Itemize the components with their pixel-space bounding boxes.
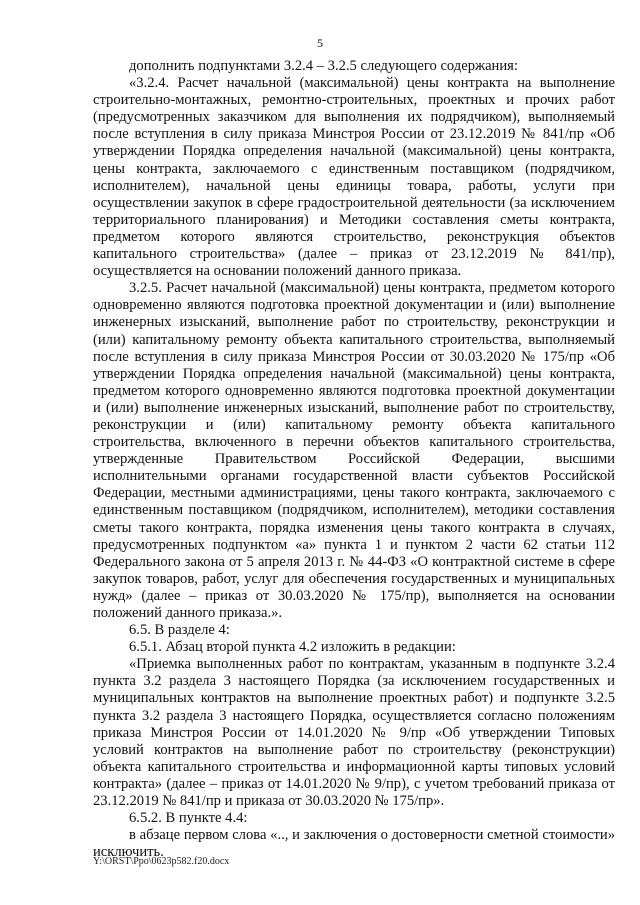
paragraph: 6.5.2. В пункте 4.4:	[129, 810, 248, 827]
paragraph: в абзаце первом слова «.., и заключения о достоверности сметной стоимости» исключить.	[93, 827, 615, 861]
paragraph: дополнить подпунктами 3.2.4 – 3.2.5 следующего содержания:	[129, 58, 518, 74]
paragraph: 3.2.5. Расчет начальной (максимальной) цены контракта, предметом которого одновременно являются подготовка проектной документации и (или) выполнение инженерных изысканий, выполнение работ по строительству, реконструкции и (или) капитальному ремонту объекта капитального строительства, выполняемый после вступления в силу приказа Минстроя России от 30.03.2020 № 175/пр «Об утверждении Порядка определения начальной (максимальной) цены контракта, предметом которого одновременно являются подготовка проектной документации и (или) выполнение инженерных изысканий, выполнение работ по строительству, реконструкции и (или) капитальному ремонту объекта капитального строительства, включенного в перечни объектов капитального строительства, утвержденные Правительством Российской Федерации, высшими исполнительными органами государственной власти субъектов Российской Федерации, местными администрациями, цены такого контракта, заключаемого с единственным поставщиком (подрядчиком, исполнителем), методики составления сметы такого контракта, порядка изменения цены такого контракта в случаях, предусмотренных подпунктом «а» пункта 1 и пунктом 2 части 62 статьи 112 Федерального закона от 5 апреля 2013 г. № 44-ФЗ «О контрактной системе в сфере закупок товаров, работ, услуг для обеспечения государственных и муниципальных нужд» (далее – приказ от 30.03.2020 № 175/пр), выполняется на основании положений данного приказа.».	[93, 280, 615, 621]
paragraph: 6.5. В разделе 4:	[129, 622, 230, 639]
paragraph: 6.5.1. Абзац второй пункта 4.2 изложить в редакции:	[129, 639, 456, 656]
file-path-footer: Y:\ORST\Ppo\0623p582.f20.docx	[93, 856, 230, 867]
paragraph: «Приемка выполненных работ по контрактам, указанным в подпункте 3.2.4 пункта 3.2 раздела 3 настоящего Порядка (за исключением государственных и муниципальных контрактов на выполнение проектных работ) и подпункте 3.2.5 пункта 3.2 раздела 3 настоящего Порядка, осуществляется согласно положениям приказа Минстроя России от 14.01.2020 № 9/пр «Об утверждении Типовых условий контрактов на выполнение работ по строительству (реконструкции) объекта капитального строительства и информационной карты типовых условий контракта» (далее – приказ от 14.01.2020 № 9/пр), с учетом требований приказа от 23.12.2019 № 841/пр и приказа от 30.03.2020 № 175/пр».	[93, 656, 615, 810]
paragraph: «3.2.4. Расчет начальной (максимальной) цены контракта на выполнение строительно-монтажных, ремонтно-строительных, проектных и прочих работ (предусмотренных заказчиком для выполнения их подрядчиком), выполняемый после вступления в силу приказа Минстроя России от 23.12.2019 № 841/пр «Об утверждении Порядка определения начальной (максимальной) цены контракта, цены контракта, заключаемого с единственным поставщиком (подрядчиком, исполнителем), начальной цены единицы товара, работы, услуги при осуществлении закупок в сфере градостроительной деятельности (за исключением территориального планирования) и Методики составления сметы контракта, предметом которого являются строительство, реконструкция объектов капитального строительства» (далее – приказ от 23.12.2019 № 841/пр), осуществляется на основании положений данного приказа.	[93, 75, 615, 280]
document-body	[93, 58, 615, 861]
page-number: 5	[317, 36, 323, 50]
